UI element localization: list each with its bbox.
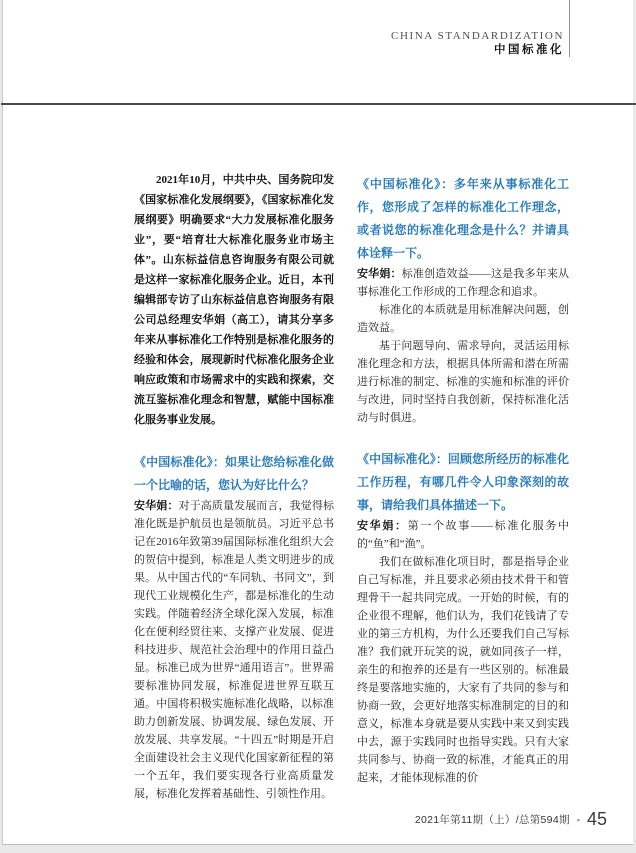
page-number: 45: [586, 809, 607, 829]
issue-info: 2021年第11期（上）/总第594期: [414, 814, 570, 826]
speaker-name-q2: 安华娟：: [357, 268, 402, 280]
header-vertical-rule: [569, 0, 570, 57]
answer-1-paragraph: [134, 497, 334, 803]
answer-2-lead-paragraph: [357, 265, 569, 301]
question-1-heading: 《中国标准化》：如果让您给标准化做一个比喻的话，您认为好比什么？: [134, 455, 334, 492]
journal-title-en: CHINA STANDARDIZATION: [391, 30, 564, 42]
page-footer: [415, 809, 607, 830]
footer-separator-dot: ▪: [576, 814, 580, 825]
magazine-page: [2, 0, 633, 845]
question-2-heading: 《中国标准化》：多年来从事标准化工作，您形成了怎样的标准化工作理念，或者说您的标准化理念是什么？并请具体诠释一下。: [357, 177, 569, 260]
speaker-name-q1: 安华娟：: [134, 500, 179, 512]
right-column: [357, 173, 569, 787]
intro-paragraph: 2021年10月，中共中央、国务院印发《国家标准化发展纲要》，《国家标准化发展纲要》明确要求“大力发展标准化服务业”，要“培育壮大标准化服务业市场主体”。山东标益信息咨询服务有限公司就是这样一家标准化服务企业。近日，本刊编辑部专访了山东标益信息咨询服务有限公司总经理安华娟（高工），请其分享多年来从事标准化工作特别是标准化服务的经验和体会，展现新时代标准化服务企业响应政策和市场需求中的实践和探索，交流互鉴标准化理念和智慧，赋能中国标准化服务事业发展。: [134, 174, 334, 426]
answer-3-lead-paragraph: [357, 517, 569, 553]
page-header: [391, 30, 564, 57]
header-horizontal-rule: [1, 103, 636, 105]
answer-3-lead-text: 第一个故事——标准化服务中的“鱼”和“渔”。: [357, 520, 570, 550]
answer-3-paragraph-1: 我们在做标准化项目时，都是指导企业自己写标准，并且要求必须由技术骨干和管理骨干一起共同完成。一开始的时候，有的企业很不理解，他们认为，我们花钱请了专业的第三方机构，为什么还要我们自己写标准？我们就开玩笑的说，就如同孩子一样，亲生的和抱养的还是有一些区别的。标准最终是要落地实施的，大家有了共同的参与和协商一致，会更好地落实标准制定的目的和意义，标准本身就是要从实践中来又到实践中去，源于实践同时也指导实践。只有大家共同参与、协商一致的标准，才能真正的用起来，才能体现标准的价: [357, 556, 569, 784]
speaker-name-q3: 安华娟：: [357, 520, 408, 532]
answer-2-paragraph-2: 基于问题导向、需求导向，灵活运用标准化理念和方法，根据具体所需和潜在所需进行标准的制定、标准的实施和标准的评价与改进，同时坚持自我创新，保持标准化活动与时俱进。: [357, 340, 569, 424]
answer-1-text: 对于高质量发展而言，我觉得标准化既是护航员也是领航员。习近平总书记在2016年致第39届国际标准化组织大会的贺信中提到，标准是人类文明进步的成果。从中国古代的“车同轨、书同文”，到现代工业规模化生产，都是标准化的生动实践。伴随着经济全球化深入发展，标准化在便利经贸往来、支撑产业发展、促进科技进步、规范社会治理中的作用日益凸显。标准已成为世界“通用语言”。世界需要标准协同发展，标准促进世界互联互通。中国将积极实施标准化战略，以标准助力创新发展、协调发展、绿色发展、开放发展、共享发展。“十四五”时期是开启全面建设社会主义现代化国家新征程的第一个五年，我们要实现各行业高质量发展，标准化发挥着基础性、引领性作用。: [134, 500, 335, 800]
answer-2-paragraph-1: 标准化的本质就是用标准解决问题，创造效益。: [357, 304, 569, 334]
answer-2-lead-text: 标准创造效益——这是我多年来从事标准化工作形成的工作理念和追求。: [357, 268, 570, 298]
journal-title-cn: 中国标准化: [494, 44, 564, 56]
question-3-heading: 《中国标准化》：回顾您所经历的标准化工作历程，有哪几件令人印象深刻的故事，请给我们具体描述一下。: [357, 452, 569, 512]
left-column: [134, 170, 334, 803]
